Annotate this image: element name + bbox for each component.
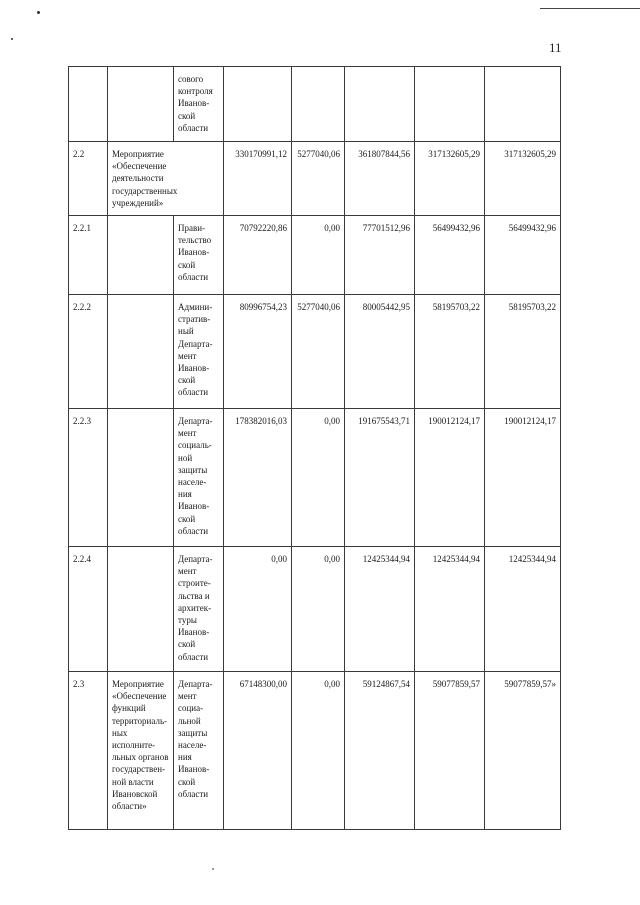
row-value-3: 80005442,95 xyxy=(345,295,415,409)
row-value-2: 5277040,06 xyxy=(292,142,345,216)
scan-speck xyxy=(212,868,214,870)
row-measure: Мероприятие «Обеспечение функций территориаль- ных исполните- льных органов государствен- ной власти Ивановской области» xyxy=(108,672,174,830)
table-row xyxy=(69,142,561,216)
row-value-2: 0,00 xyxy=(292,409,345,547)
row-value-2 xyxy=(292,67,345,142)
row-value-3: 12425344,94 xyxy=(345,547,415,672)
row-value-1: 80996754,23 xyxy=(224,295,292,409)
row-code: 2.2.3 xyxy=(69,409,108,547)
row-value-1: 330170991,12 xyxy=(224,142,292,216)
row-executor: Департа- мент социаль- ной защиты населе- ния Иванов- ской области xyxy=(174,409,224,547)
page-number: 11 xyxy=(549,40,562,55)
table-row xyxy=(69,547,561,672)
table-row xyxy=(69,409,561,547)
row-code: 2.2.2 xyxy=(69,295,108,409)
row-value-5: 12425344,94 xyxy=(485,547,561,672)
row-value-5: 58195703,22 xyxy=(485,295,561,409)
row-code xyxy=(69,67,108,142)
row-value-3 xyxy=(345,67,415,142)
row-value-1: 178382016,03 xyxy=(224,409,292,547)
row-value-4: 190012124,17 xyxy=(415,409,485,547)
row-code: 2.2.1 xyxy=(69,216,108,295)
row-executor: Департа- мент социа- льной защиты населе- ния Иванов- ской области xyxy=(174,672,224,830)
table-row xyxy=(69,672,561,830)
row-code: 2.3 xyxy=(69,672,108,830)
row-value-4: 58195703,22 xyxy=(415,295,485,409)
row-value-1: 67148300,00 xyxy=(224,672,292,830)
row-value-1: 70792220,86 xyxy=(224,216,292,295)
row-value-2: 5277040,06 xyxy=(292,295,345,409)
row-value-3: 191675543,71 xyxy=(345,409,415,547)
row-value-2: 0,00 xyxy=(292,547,345,672)
row-value-4: 56499432,96 xyxy=(415,216,485,295)
table-row xyxy=(69,216,561,295)
row-value-1 xyxy=(224,67,292,142)
table-row xyxy=(69,295,561,409)
row-value-5: 317132605,29 xyxy=(485,142,561,216)
budget-table xyxy=(68,66,561,830)
row-value-5: 59077859,57» xyxy=(485,672,561,830)
row-measure xyxy=(108,67,174,142)
top-rule xyxy=(540,8,640,9)
row-value-3: 59124867,54 xyxy=(345,672,415,830)
row-value-4 xyxy=(415,67,485,142)
row-code: 2.2.4 xyxy=(69,547,108,672)
row-executor: Департа- мент строите- льства и архитек- туры Иванов- ской области xyxy=(174,547,224,672)
row-value-3: 361807844,56 xyxy=(345,142,415,216)
row-value-5: 190012124,17 xyxy=(485,409,561,547)
row-value-4: 12425344,94 xyxy=(415,547,485,672)
row-value-4: 59077859,57 xyxy=(415,672,485,830)
row-executor: Прави- тельство Иванов- ской области xyxy=(174,216,224,295)
row-measure xyxy=(108,409,174,547)
row-measure xyxy=(108,216,174,295)
row-value-5: 56499432,96 xyxy=(485,216,561,295)
row-value-1: 0,00 xyxy=(224,547,292,672)
row-executor: Админи- стратив- ный Департа- мент Иванов- ской области xyxy=(174,295,224,409)
row-value-2: 0,00 xyxy=(292,672,345,830)
row-code: 2.2 xyxy=(69,142,108,216)
row-measure xyxy=(108,295,174,409)
row-value-5 xyxy=(485,67,561,142)
row-executor: сового контроля Иванов- ской области xyxy=(174,67,224,142)
table-row xyxy=(69,67,561,142)
row-measure xyxy=(108,547,174,672)
row-value-3: 77701512,96 xyxy=(345,216,415,295)
scan-speck xyxy=(11,38,13,40)
row-value-4: 317132605,29 xyxy=(415,142,485,216)
scan-speck xyxy=(37,11,40,14)
row-measure: Мероприятие «Обеспечение деятельности государственных учреждений» xyxy=(108,142,224,216)
row-value-2: 0,00 xyxy=(292,216,345,295)
